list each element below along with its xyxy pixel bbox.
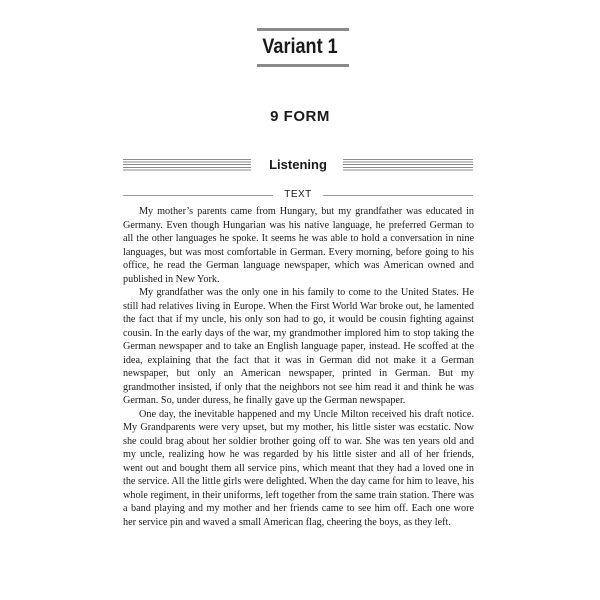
title-rule-top [257,28,349,31]
title-rule-bottom [257,64,349,67]
variant-title: Variant 1 [262,35,338,58]
section-header [123,156,473,174]
paragraph: My mother’s parents came from Hungary, but my grandfather was educated in Germany. Even though Hungarian was his native language, he preferred German to all the other languages he spoke. It seems he was able to hold a conversation in nine languages, but was most comfortable in German. Every morning, before going to his office, he read the German language newspaper, which was American owned and published in New York. [123,206,474,285]
text-subheader [123,188,473,202]
paragraph: One day, the inevitable happened and my Uncle Milton received his draft notice. My Grandparents were very upset, but my mother, his little sister was ecstatic. Now she could brag about her soldier brother going off to war. She was ten years old and my uncle, realizing how he was regarded by his little sister and all of her friends, went out and bought them all service pins, which meant that they had a loved one in the service. All the little girls were delighted. When the day came for him to leave, his whole regiment, in their uniforms, left together from the same train station. There was a band playing and my mother and her friends came to see him off. Each one wore her service pin and waved a small American flag, cheering the boys, as they left. [123,408,474,528]
text-label: TEXT [284,189,312,200]
section-label: Listening [269,157,327,172]
paragraph: My grandfather was the only one in his family to come to the United States. He still had relatives living in Europe. When the First World War broke out, he lamented the fact that if my uncle, his only son had to go, it would be cousin fighting against cousin. In the early days of the war, my grandmother implored him to stop taking the German newspaper and to take an English language paper, instead. He scoffed at the idea, explaining that the fact that it was in German did not make it a German newspaper, but only an American newspaper, printed in German. But my grandmother insisted, if only that the neighbors not see him read it and think he was German. So, under duress, he finally gave up the German newspaper. [123,287,474,406]
form-title: 9 FORM [270,108,330,125]
passage-text [123,205,474,529]
